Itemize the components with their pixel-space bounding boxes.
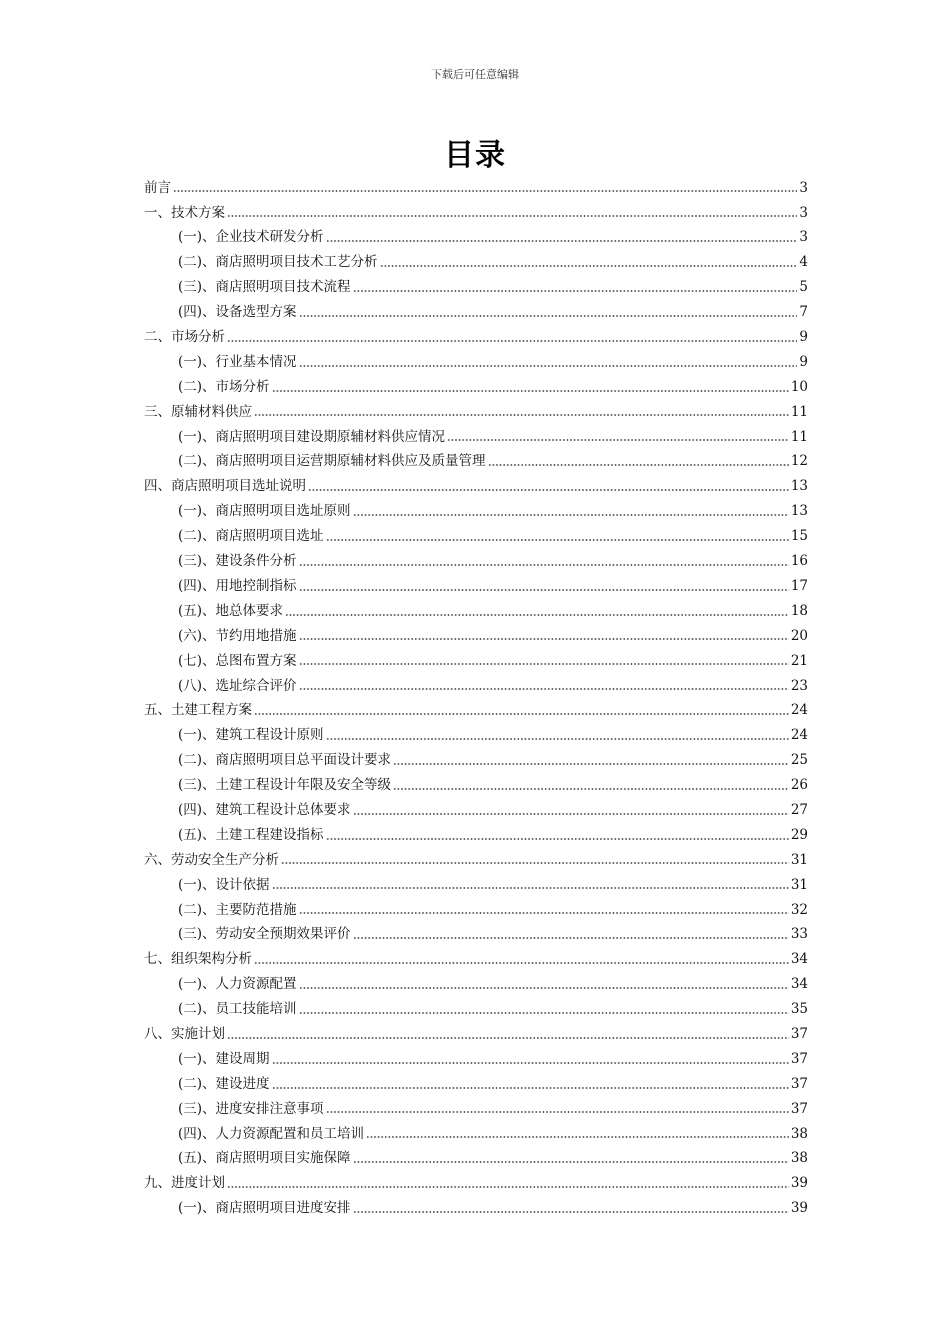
toc-dot-leader: [254, 414, 789, 416]
toc-entry[interactable]: [144, 798, 808, 823]
toc-dot-leader: [227, 1186, 789, 1188]
toc-entry[interactable]: [144, 699, 808, 724]
toc-entry-page: 4: [799, 254, 808, 271]
toc-dot-leader: [299, 912, 789, 914]
toc-entry[interactable]: [144, 400, 808, 425]
toc-entry[interactable]: [144, 1122, 808, 1147]
toc-entry[interactable]: [144, 1072, 808, 1097]
toc-entry-page: 13: [790, 478, 808, 495]
toc-entry-label: (五)、商店照明项目实施保障: [178, 1150, 351, 1167]
toc-entry-page: 3: [799, 204, 808, 221]
toc-title: 目录: [444, 138, 506, 173]
toc-dot-leader: [299, 638, 789, 640]
toc-entry[interactable]: [144, 251, 808, 276]
toc-entry-label: (一)、建设周期: [178, 1050, 270, 1067]
toc-entry[interactable]: [144, 549, 808, 574]
toc-entry[interactable]: [144, 898, 808, 923]
toc-entry-page: 34: [790, 951, 808, 968]
toc-dot-leader: [326, 539, 789, 541]
toc-dot-leader: [366, 1136, 789, 1138]
toc-entry[interactable]: [144, 973, 808, 998]
toc-entry-page: 9: [799, 329, 808, 346]
toc-entry-page: 3: [799, 179, 808, 196]
toc-dot-leader: [447, 439, 789, 441]
toc-dot-leader: [299, 688, 789, 690]
toc-dot-leader: [227, 215, 797, 217]
toc-entry-label: (一)、商店照明项目建设期原辅材料供应情况: [178, 428, 446, 445]
toc-entry-label: (一)、企业技术研发分析: [178, 229, 324, 246]
toc-entry[interactable]: [144, 1197, 808, 1222]
toc-entry-page: 17: [790, 577, 808, 594]
toc-entry-label: (三)、土建工程设计年限及安全等级: [178, 777, 392, 794]
toc-entry-label: (六)、节约用地措施: [178, 627, 297, 644]
toc-entry-label: 三、原辅材料供应: [144, 403, 252, 420]
toc-entry-label: 九、进度计划: [144, 1175, 225, 1192]
toc-entry-page: 31: [790, 876, 808, 893]
toc-entry-page: 38: [790, 1125, 808, 1142]
toc-entry[interactable]: [144, 1022, 808, 1047]
toc-entry-page: 37: [790, 1100, 808, 1117]
toc-entry[interactable]: [144, 450, 808, 475]
toc-dot-leader: [326, 838, 789, 840]
toc-entry-page: 20: [790, 627, 808, 644]
toc-entry-label: (四)、人力资源配置和员工培训: [178, 1125, 365, 1142]
toc-entry[interactable]: [144, 276, 808, 301]
toc-entry-label: (四)、建筑工程设计总体要求: [178, 801, 351, 818]
toc-dot-leader: [272, 390, 789, 392]
toc-entry[interactable]: [144, 1172, 808, 1197]
toc-entry-page: 39: [790, 1175, 808, 1192]
toc-entry[interactable]: [144, 1097, 808, 1122]
toc-entry[interactable]: [144, 923, 808, 948]
toc-dot-leader: [353, 514, 789, 516]
toc-entry-label: (三)、劳动安全预期效果评价: [178, 926, 351, 943]
toc-entry-page: 34: [790, 976, 808, 993]
toc-entry-label: (三)、商店照明项目技术流程: [178, 279, 351, 296]
toc-entry-page: 32: [790, 901, 808, 918]
toc-entry-page: 15: [790, 528, 808, 545]
toc-entry-label: (一)、人力资源配置: [178, 976, 297, 993]
toc-entry-label: (四)、用地控制指标: [178, 577, 297, 594]
toc-entry-page: 10: [790, 378, 808, 395]
toc-entry[interactable]: [144, 350, 808, 375]
toc-entry-page: 12: [790, 453, 808, 470]
toc-dot-leader: [353, 1211, 789, 1213]
toc-dot-leader: [326, 1111, 789, 1113]
toc-dot-leader: [272, 1087, 789, 1089]
toc-entry-label: 二、市场分析: [144, 329, 225, 346]
toc-dot-leader: [326, 738, 789, 740]
toc-entry-label: 八、实施计划: [144, 1025, 225, 1042]
toc-entry-label: (五)、地总体要求: [178, 602, 284, 619]
toc-entry-label: (二)、员工技能培训: [178, 1001, 297, 1018]
table-of-contents: [144, 176, 808, 1221]
toc-entry-label: (一)、行业基本情况: [178, 353, 297, 370]
toc-entry-page: 24: [790, 702, 808, 719]
toc-entry-label: (一)、设计依据: [178, 876, 270, 893]
toc-dot-leader: [299, 564, 789, 566]
toc-entry-page: 21: [790, 652, 808, 669]
toc-dot-leader: [299, 1012, 789, 1014]
toc-entry-label: (二)、商店照明项目选址: [178, 528, 324, 545]
toc-entry-page: 3: [799, 229, 808, 246]
toc-entry-page: 23: [790, 677, 808, 694]
toc-dot-leader: [326, 240, 798, 242]
toc-entry[interactable]: [144, 848, 808, 873]
toc-dot-leader: [380, 265, 798, 267]
toc-entry-page: 5: [799, 279, 808, 296]
toc-entry-label: 七、组织架构分析: [144, 951, 252, 968]
toc-entry-page: 37: [790, 1050, 808, 1067]
toc-entry-page: 11: [790, 428, 808, 445]
toc-entry[interactable]: [144, 873, 808, 898]
toc-dot-leader: [353, 813, 789, 815]
toc-entry-label: 六、劳动安全生产分析: [144, 851, 279, 868]
toc-entry-page: 16: [790, 553, 808, 570]
toc-dot-leader: [227, 340, 797, 342]
toc-entry-label: (一)、商店照明项目选址原则: [178, 503, 351, 520]
toc-entry[interactable]: [144, 823, 808, 848]
toc-entry-page: 9: [799, 353, 808, 370]
toc-entry-page: 38: [790, 1150, 808, 1167]
toc-entry-page: 24: [790, 727, 808, 744]
toc-entry[interactable]: [144, 176, 808, 201]
toc-entry-page: 26: [790, 777, 808, 794]
toc-dot-leader: [299, 315, 798, 317]
toc-entry[interactable]: [144, 524, 808, 549]
toc-entry-page: 27: [790, 801, 808, 818]
toc-dot-leader: [299, 663, 789, 665]
toc-entry-label: (二)、商店照明项目技术工艺分析: [178, 254, 378, 271]
toc-entry-label: (二)、商店照明项目运营期原辅材料供应及质量管理: [178, 453, 486, 470]
toc-entry-label: (二)、商店照明项目总平面设计要求: [178, 752, 392, 769]
toc-entry[interactable]: [144, 773, 808, 798]
toc-dot-leader: [393, 763, 789, 765]
toc-entry-page: 13: [790, 503, 808, 520]
toc-entry[interactable]: [144, 997, 808, 1022]
toc-entry[interactable]: [144, 375, 808, 400]
toc-dot-leader: [254, 962, 789, 964]
toc-entry[interactable]: [144, 300, 808, 325]
toc-dot-leader: [488, 464, 789, 466]
toc-entry-page: 31: [790, 851, 808, 868]
toc-entry-label: (二)、主要防范措施: [178, 901, 297, 918]
toc-entry-page: 37: [790, 1025, 808, 1042]
toc-dot-leader: [353, 290, 798, 292]
toc-dot-leader: [393, 788, 789, 790]
toc-entry[interactable]: [144, 1047, 808, 1072]
toc-dot-leader: [299, 365, 798, 367]
toc-entry[interactable]: [144, 201, 808, 226]
toc-entry-page: 37: [790, 1075, 808, 1092]
toc-entry[interactable]: [144, 226, 808, 251]
toc-entry-label: (八)、选址综合评价: [178, 677, 297, 694]
toc-entry[interactable]: [144, 325, 808, 350]
toc-dot-leader: [173, 190, 797, 192]
toc-entry[interactable]: [144, 500, 808, 525]
toc-entry-label: 四、商店照明项目选址说明: [144, 478, 306, 495]
toc-entry[interactable]: [144, 649, 808, 674]
toc-entry-label: 前言: [144, 179, 171, 196]
toc-entry-label: (一)、建筑工程设计原则: [178, 727, 324, 744]
toc-entry-page: 18: [790, 602, 808, 619]
toc-entry-label: (二)、建设进度: [178, 1075, 270, 1092]
toc-dot-leader: [308, 489, 789, 491]
toc-dot-leader: [285, 614, 789, 616]
toc-dot-leader: [272, 1062, 789, 1064]
toc-entry[interactable]: [144, 674, 808, 699]
toc-entry[interactable]: [144, 599, 808, 624]
toc-entry-page: 33: [790, 926, 808, 943]
toc-entry[interactable]: [144, 425, 808, 450]
toc-entry-page: 35: [790, 1001, 808, 1018]
toc-entry[interactable]: [144, 475, 808, 500]
toc-entry-page: 25: [790, 752, 808, 769]
toc-dot-leader: [353, 937, 789, 939]
toc-dot-leader: [254, 713, 789, 715]
toc-dot-leader: [299, 987, 789, 989]
toc-entry[interactable]: [144, 1147, 808, 1172]
toc-entry-page: 29: [790, 826, 808, 843]
toc-dot-leader: [299, 589, 789, 591]
toc-entry-label: (四)、设备选型方案: [178, 304, 297, 321]
toc-entry[interactable]: [144, 748, 808, 773]
toc-entry-page: 39: [790, 1200, 808, 1217]
toc-entry-page: 11: [790, 403, 808, 420]
header-note: 下载后可任意编辑: [431, 68, 519, 81]
toc-dot-leader: [227, 1037, 789, 1039]
toc-entry[interactable]: [144, 724, 808, 749]
toc-entry-label: 五、土建工程方案: [144, 702, 252, 719]
toc-entry[interactable]: [144, 624, 808, 649]
toc-dot-leader: [353, 1161, 789, 1163]
toc-entry[interactable]: [144, 948, 808, 973]
toc-entry-label: (三)、进度安排注意事项: [178, 1100, 324, 1117]
toc-dot-leader: [272, 887, 789, 889]
toc-entry-label: (一)、商店照明项目进度安排: [178, 1200, 351, 1217]
toc-dot-leader: [281, 862, 789, 864]
toc-entry-label: (五)、土建工程建设指标: [178, 826, 324, 843]
toc-entry-label: (七)、总图布置方案: [178, 652, 297, 669]
toc-entry[interactable]: [144, 574, 808, 599]
toc-entry-label: (二)、市场分析: [178, 378, 270, 395]
toc-entry-label: 一、技术方案: [144, 204, 225, 221]
toc-entry-page: 7: [799, 304, 808, 321]
toc-entry-label: (三)、建设条件分析: [178, 553, 297, 570]
